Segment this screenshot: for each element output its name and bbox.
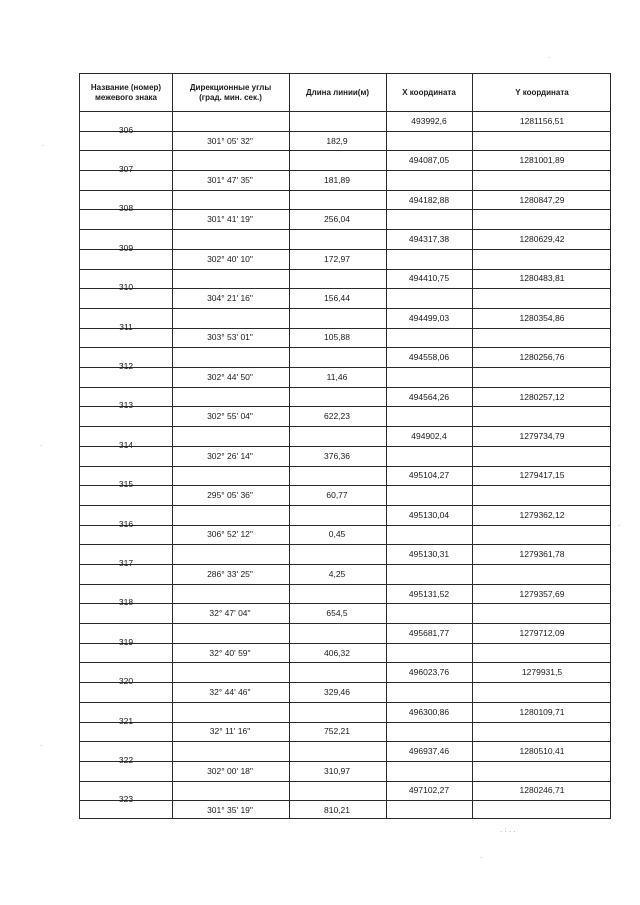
directional-angle-cell: 302° 55' 04" — [207, 411, 253, 421]
line-length-cell: 256,04 — [324, 214, 350, 224]
row-divider — [80, 741, 610, 742]
row-divider — [80, 662, 610, 663]
row-divider — [80, 249, 610, 250]
directional-angle-cell: 286° 33' 25" — [207, 569, 253, 579]
directional-angle-cell: 32° 47' 04" — [209, 608, 251, 618]
row-divider — [80, 643, 610, 644]
row-divider — [80, 702, 610, 703]
scan-mark: . — [480, 852, 483, 860]
x-coordinate-cell: 494902,4 — [411, 431, 447, 441]
marker-name-cell: 312 — [118, 361, 134, 371]
x-coordinate-cell: 496937,46 — [408, 746, 450, 756]
scan-mark: . : . . — [500, 826, 516, 834]
x-coordinate-cell: 495104,27 — [408, 470, 450, 480]
row-divider — [80, 564, 610, 565]
line-length-cell: 406,32 — [324, 648, 350, 658]
line-length-cell: 11,46 — [326, 372, 348, 382]
line-length-cell: 60,77 — [326, 490, 348, 500]
directional-angle-cell: 301° 47' 35" — [207, 175, 253, 185]
line-length-cell: 182,9 — [326, 136, 348, 146]
row-divider — [80, 367, 610, 368]
line-length-cell: 105,88 — [324, 332, 350, 342]
y-coordinate-cell: 1279931,5 — [521, 667, 563, 677]
x-coordinate-cell: 496023,76 — [408, 667, 450, 677]
row-divider — [80, 682, 610, 683]
line-length-cell: 329,46 — [324, 687, 350, 697]
marker-name-cell: 311 — [119, 322, 133, 332]
marker-name-cell: 315 — [118, 479, 134, 489]
directional-angle-cell: 32° 11' 16" — [209, 726, 251, 736]
marker-name-cell: 321 — [118, 716, 134, 726]
x-coordinate-cell: 493992,6 — [411, 116, 447, 126]
scan-mark: . — [548, 52, 551, 60]
y-coordinate-cell: 1281001,89 — [519, 155, 565, 165]
header-line-length: Длина линии(м) — [305, 87, 370, 97]
y-coordinate-cell: 1279361,78 — [519, 549, 565, 559]
y-coordinate-cell: 1279712,09 — [519, 628, 565, 638]
directional-angle-cell: 302° 26' 14" — [207, 451, 253, 461]
header-directional-angle: Дирекционные углы (град. мин. сек.) — [189, 82, 272, 102]
row-divider — [80, 525, 610, 526]
row-divider — [80, 308, 610, 309]
y-coordinate-cell: 1279357,69 — [519, 589, 565, 599]
directional-angle-cell: 302° 44' 50" — [207, 372, 253, 382]
directional-angle-cell: 295° 05' 36" — [207, 490, 253, 500]
directional-angle-cell: 303° 53' 01" — [207, 332, 253, 342]
directional-angle-cell: 301° 05' 32" — [207, 136, 253, 146]
line-length-cell: 810,21 — [324, 805, 350, 815]
directional-angle-cell: 32° 40' 59" — [209, 648, 251, 658]
row-divider — [80, 800, 610, 801]
x-coordinate-cell: 495130,31 — [408, 549, 450, 559]
x-coordinate-cell: 494182,88 — [408, 195, 450, 205]
directional-angle-cell: 301° 41' 19" — [207, 214, 253, 224]
line-length-cell: 181,89 — [324, 175, 350, 185]
y-coordinate-cell: 1280847,29 — [519, 195, 565, 205]
row-divider — [80, 426, 610, 427]
row-divider — [80, 761, 610, 762]
marker-name-cell: 317 — [118, 558, 134, 568]
y-coordinate-cell: 1281156,51 — [519, 116, 565, 126]
directional-angle-cell: 306° 52' 12" — [207, 529, 253, 539]
row-divider — [80, 505, 610, 506]
y-coordinate-cell: 1280483,81 — [519, 273, 565, 283]
x-coordinate-cell: 494564,26 — [408, 392, 450, 402]
marker-name-cell: 322 — [118, 755, 134, 765]
x-coordinate-cell: 494087,05 — [408, 155, 450, 165]
marker-name-cell: 313 — [118, 400, 134, 410]
row-divider — [80, 190, 610, 191]
marker-name-cell: 320 — [118, 676, 134, 686]
row-divider — [80, 209, 610, 210]
row-divider — [80, 584, 610, 585]
line-length-cell: 752,21 — [324, 726, 350, 736]
row-divider — [80, 603, 610, 604]
row-divider — [80, 229, 610, 230]
row-divider — [80, 406, 610, 407]
row-divider — [80, 623, 610, 624]
y-coordinate-cell: 1280629,42 — [519, 234, 565, 244]
row-divider — [80, 170, 610, 171]
directional-angle-cell: 32° 44' 46" — [209, 687, 251, 697]
x-coordinate-cell: 496300,86 — [408, 707, 450, 717]
row-divider — [80, 387, 610, 388]
x-coordinate-cell: 494558,06 — [408, 352, 450, 362]
line-length-cell: 156,44 — [324, 293, 350, 303]
line-length-cell: 654,5 — [326, 608, 348, 618]
row-divider — [80, 446, 610, 447]
y-coordinate-cell: 1280354,86 — [519, 313, 565, 323]
marker-name-cell: 306 — [118, 125, 134, 135]
line-length-cell: 376,36 — [324, 451, 350, 461]
x-coordinate-cell: 494499,03 — [408, 313, 450, 323]
marker-name-cell: 323 — [118, 794, 134, 804]
line-length-cell: 0,45 — [328, 529, 346, 539]
x-coordinate-cell: 494410,75 — [408, 273, 450, 283]
x-coordinate-cell: 495130,04 — [408, 510, 450, 520]
line-length-cell: 172,97 — [324, 254, 350, 264]
y-coordinate-cell: 1280257,12 — [519, 392, 565, 402]
directional-angle-cell: 302° 40' 10" — [207, 254, 253, 264]
y-coordinate-cell: 1279362,12 — [519, 510, 565, 520]
row-divider — [80, 347, 610, 348]
marker-name-cell: 310 — [118, 282, 134, 292]
row-divider — [80, 328, 610, 329]
directional-angle-cell: 302° 00' 18" — [207, 766, 253, 776]
y-coordinate-cell: 1279734,79 — [519, 431, 565, 441]
y-coordinate-cell: 1280246,71 — [519, 785, 565, 795]
row-divider — [80, 150, 610, 151]
y-coordinate-cell: 1280109,71 — [519, 707, 565, 717]
header-marker-name: Название (номер) межевого знака — [90, 82, 162, 102]
x-coordinate-cell: 497102,27 — [408, 785, 450, 795]
row-divider — [80, 131, 610, 132]
marker-name-cell: 319 — [118, 637, 134, 647]
row-divider — [80, 466, 610, 467]
scan-mark: . — [40, 440, 43, 448]
header-x-coordinate: X координата — [402, 87, 456, 97]
header-y-coordinate: Y координата — [515, 87, 569, 97]
directional-angle-cell: 301° 35' 19" — [207, 805, 253, 815]
marker-name-cell: 314 — [118, 440, 134, 450]
scan-mark: . — [42, 140, 45, 148]
marker-name-cell: 309 — [118, 243, 134, 253]
boundary-marks-table — [79, 73, 611, 819]
x-coordinate-cell: 495131,52 — [408, 589, 450, 599]
marker-name-cell: 307 — [118, 164, 134, 174]
row-divider — [80, 111, 610, 112]
y-coordinate-cell: 1279417,15 — [519, 470, 565, 480]
line-length-cell: 4,25 — [328, 569, 346, 579]
row-divider — [80, 544, 610, 545]
x-coordinate-cell: 494317,38 — [408, 234, 450, 244]
row-divider — [80, 288, 610, 289]
y-coordinate-cell: 1280256,76 — [519, 352, 565, 362]
row-divider — [80, 781, 610, 782]
line-length-cell: 310,97 — [324, 766, 350, 776]
line-length-cell: 622,23 — [324, 411, 350, 421]
scan-mark: . — [618, 520, 621, 528]
directional-angle-cell: 304° 21' 16" — [207, 293, 253, 303]
marker-name-cell: 316 — [118, 519, 134, 529]
row-divider — [80, 722, 610, 723]
scan-mark: . — [40, 740, 43, 748]
y-coordinate-cell: 1280510,41 — [519, 746, 565, 756]
x-coordinate-cell: 495681,77 — [408, 628, 450, 638]
marker-name-cell: 308 — [118, 203, 134, 213]
row-divider — [80, 269, 610, 270]
marker-name-cell: 318 — [118, 597, 134, 607]
row-divider — [80, 485, 610, 486]
